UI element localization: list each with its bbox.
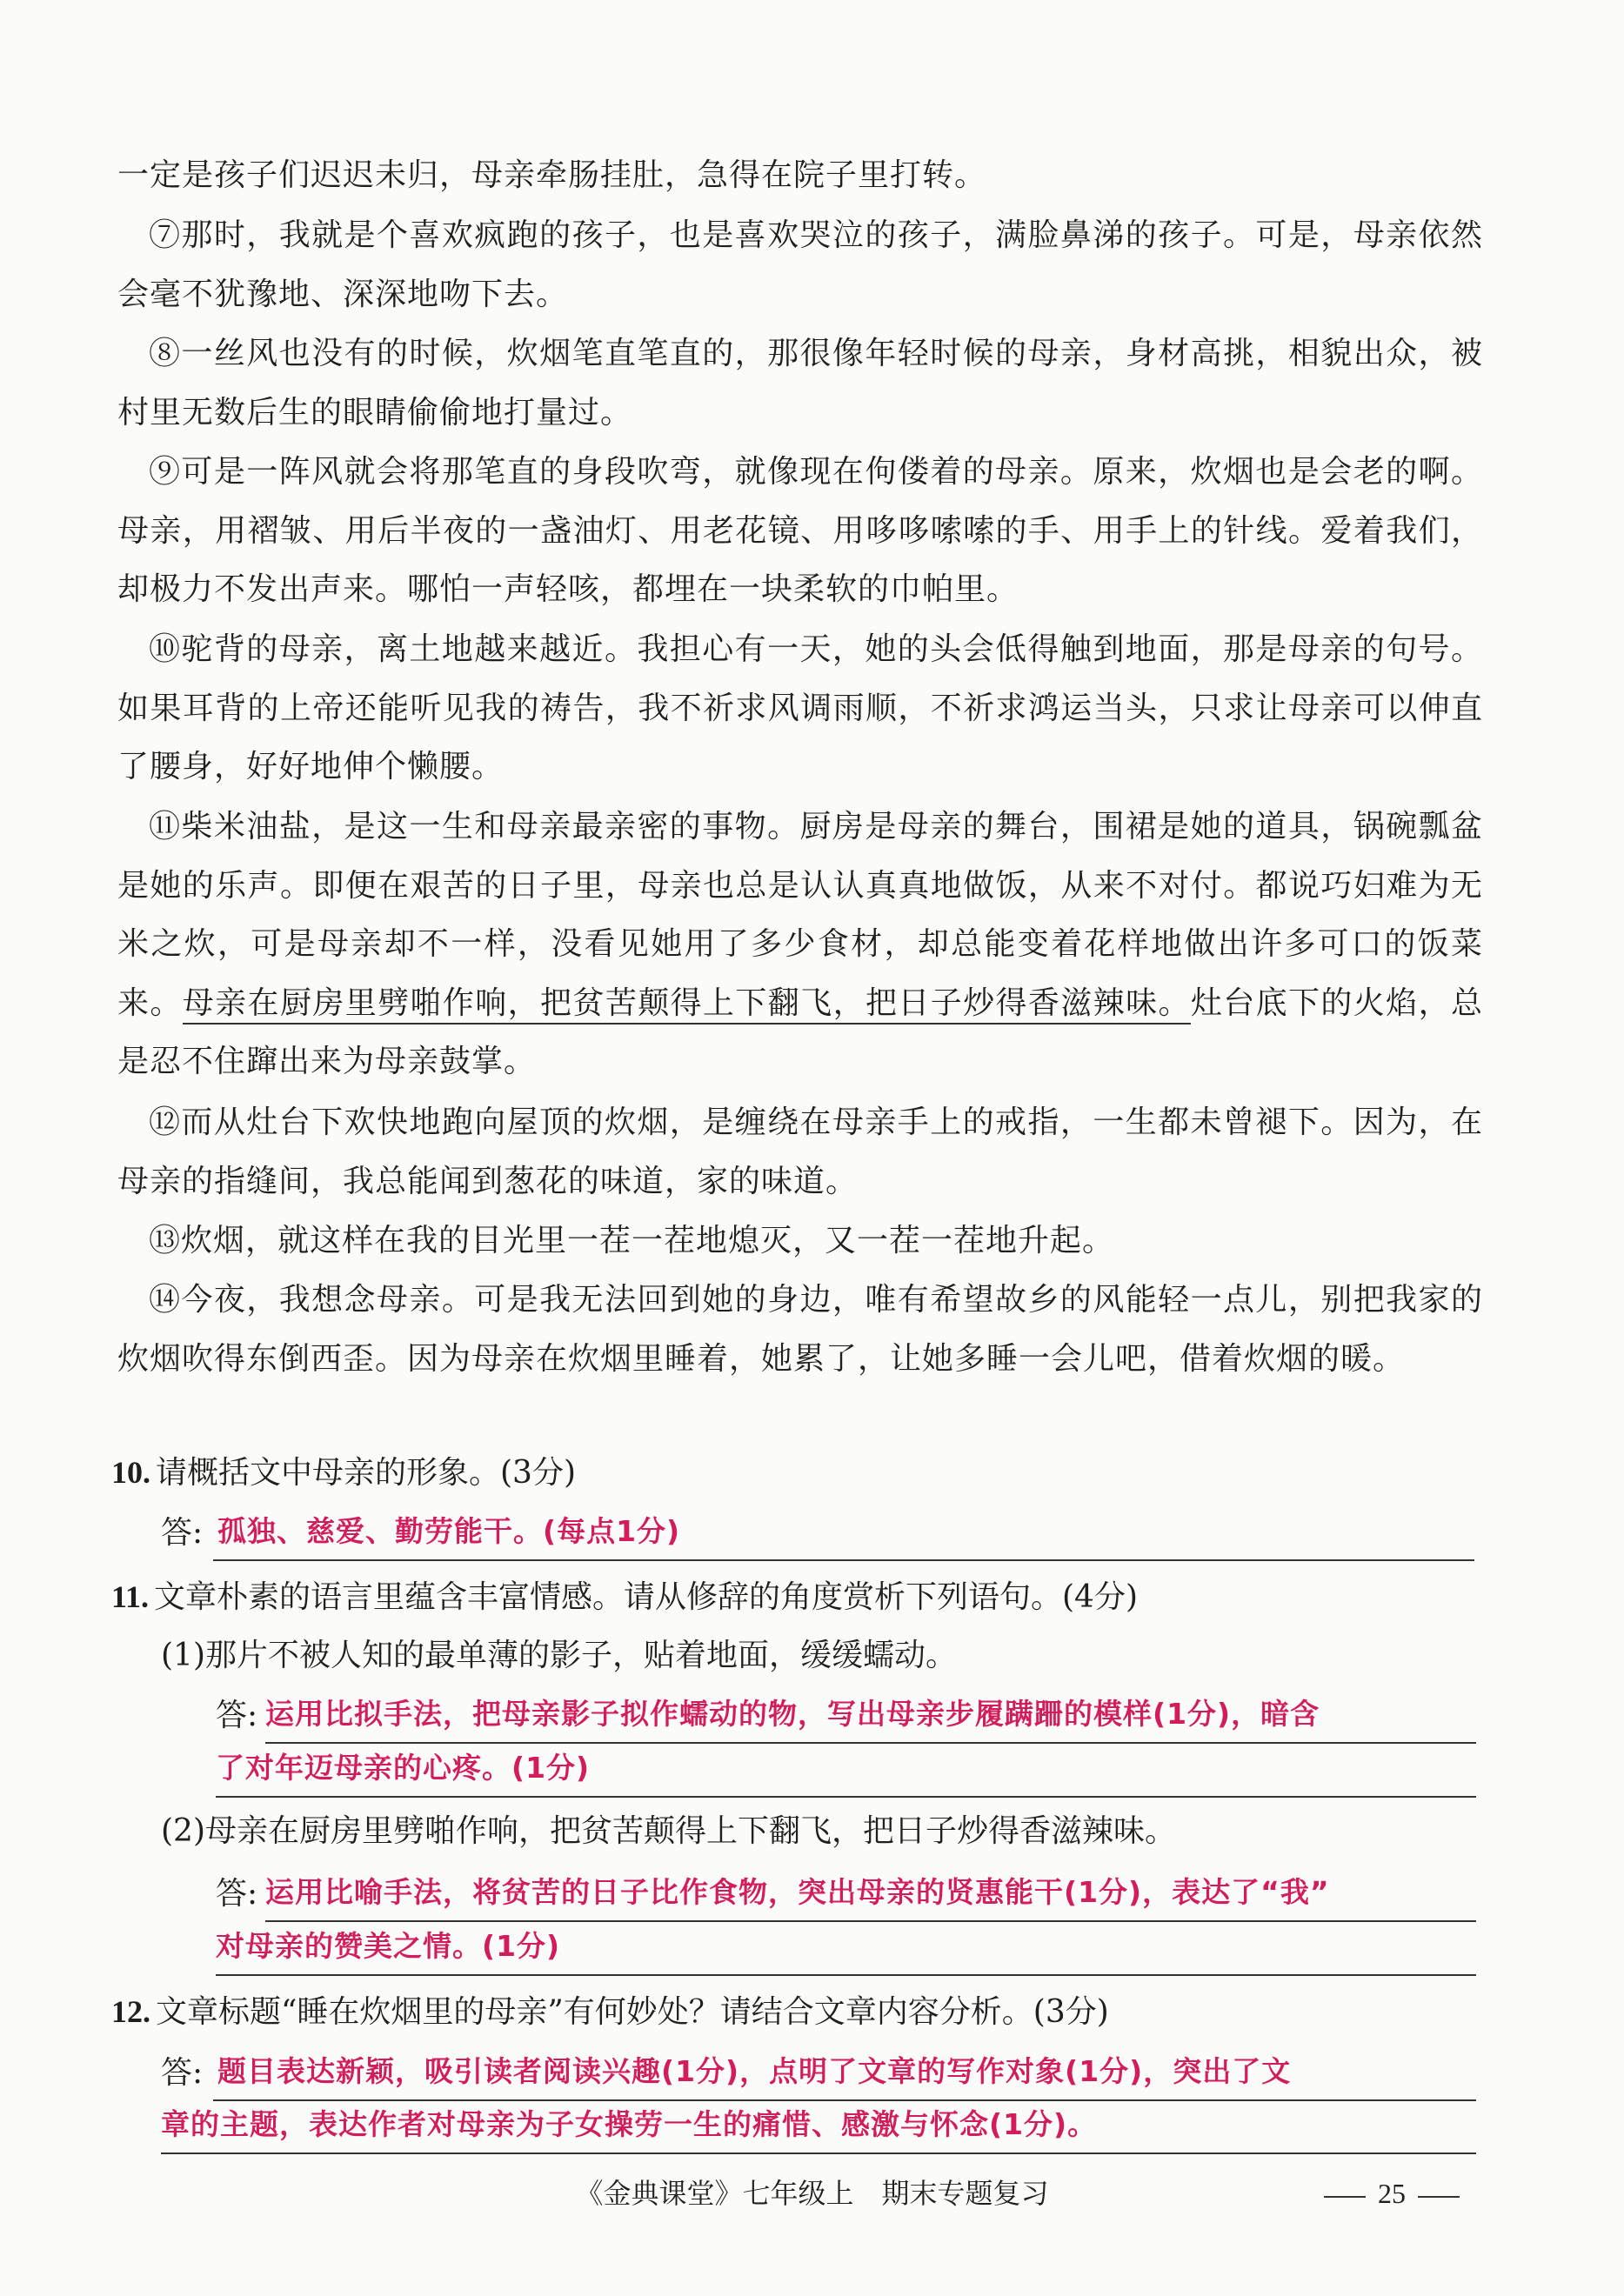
passage-paragraph-9: ⑨可是一阵风就会将那笔直的身段吹弯，就像现在佝偻着的母亲。原来，炊烟也是会老的啊。母亲，用褶皱、用后半夜的一盏油灯、用老花镜、用哆哆嗦嗦的手、用手上的针线。爱着我们，却极力不发出声来。哪怕一声轻咳，都埋在一块柔软的巾帕里。 <box>117 454 1483 607</box>
question-10-text: 请概括文中母亲的形象。(3分) <box>156 1455 576 1491</box>
passage-paragraph-11 <box>117 798 1483 1091</box>
question-12-number: 12. <box>111 1994 150 2029</box>
answer-11-1-label: 答: <box>216 1698 258 1733</box>
answer-10-text: 孤独、慈爱、勤劳能干。(每点1分) <box>217 1514 681 1548</box>
page-number-block <box>1305 2167 1479 2219</box>
question-11-sub-2: (2)母亲在厨房里劈啪作响，把贫苦颠得上下翻飞，把日子炒得香滋辣味。 <box>161 1813 1176 1849</box>
question-11-text: 文章朴素的语言里蕴含丰富情感。请从修辞的角度赏析下列语句。(4分) <box>154 1579 1139 1615</box>
answer-11-2-text-line-2: 对母亲的赞美之情。(1分) <box>216 1929 561 1963</box>
answer-12-label: 答: <box>161 2055 204 2091</box>
passage-paragraph-continued: 一定是孩子们迟迟未归，母亲牵肠挂肚，急得在院子里打转。 <box>117 157 987 193</box>
answer-10-label: 答: <box>161 1515 204 1551</box>
dash-left <box>1324 2196 1366 2198</box>
passage-paragraph-14: ⑭今夜，我想念母亲。可是我无法回到她的身边，唯有希望故乡的风能轻一点儿，别把我家的炊烟吹得东倒西歪。因为母亲在炊烟里睡着，她累了，让她多睡一会儿吧，借着炊烟的暖。 <box>117 1282 1483 1377</box>
passage-paragraph-12: ⑫而从灶台下欢快地跑向屋顶的炊烟，是缠绕在母亲手上的戒指，一生都未曾褪下。因为，在母亲的指缝间，我总能闻到葱花的味道，家的味道。 <box>117 1105 1483 1199</box>
page-footer <box>0 2167 1624 2219</box>
paragraph-11-tail: 灶台底下的火焰，总是忍不住蹿出来为母亲鼓掌。 <box>117 984 1483 1079</box>
passage-paragraph-8: ⑧一丝风也没有的时候，炊烟笔直笔直的，那很像年轻时候的母亲，身材高挑，相貌出众，被村里无数后生的眼睛偷偷地打量过。 <box>117 336 1483 430</box>
question-10-number: 10. <box>111 1455 150 1490</box>
underlined-sentence: 母亲在厨房里劈啪作响，把贫苦颠得上下翻飞，把日子炒得香滋辣味。 <box>183 985 1191 1025</box>
question-10 <box>111 1446 1503 1499</box>
answer-11-2-text-line-1: 运用比喻手法，将贫苦的日子比作食物，突出母亲的贤惠能干(1分)，表达了“我” <box>265 1875 1330 1909</box>
dash-right <box>1418 2196 1460 2198</box>
question-12 <box>111 1986 1503 2039</box>
answer-11-2-label: 答: <box>216 1876 258 1912</box>
answer-12-text-line-1: 题目表达新颖，吸引读者阅读兴趣(1分)，点明了文章的写作对象(1分)，突出了文 <box>217 2054 1292 2088</box>
paragraph-11-text: ⑪柴米油盐，是这一生和母亲最亲密的事物。厨房是母亲的舞台，围裙是她的道具，锅碗瓢盆是她的乐声。即便在艰苦的日子里，母亲也总是认认真真地做饭，从来不对付。都说巧妇难为无米之炊，可是母亲却不一样，没看见她用了多少食材，却总能变着花样地做出许多可口的饭菜来。 <box>117 809 1483 1021</box>
passage-paragraph-10: ⑩驼背的母亲，离土地越来越近。我担心有一天，她的头会低得触到地面，那是母亲的句号。如果耳背的上帝还能听见我的祷告，我不祈求风调雨顺，不祈求鸿运当头，只求让母亲可以伸直了腰身，好好地伸个懒腰。 <box>117 631 1483 784</box>
question-11-number: 11. <box>111 1579 150 1614</box>
answer-11-1-text-line-2: 了对年迈母亲的心疼。(1分) <box>216 1751 591 1785</box>
book-title: 《金典课堂》七年级上 期末专题复习 <box>575 2177 1049 2210</box>
question-11 <box>111 1571 1503 1624</box>
passage-paragraph-13: ⑬炊烟，就这样在我的目光里一茬一茬地熄灭，又一茬一茬地升起。 <box>149 1223 1115 1258</box>
question-12-text: 文章标题“睡在炊烟里的母亲”有何妙处？请结合文章内容分析。(3分) <box>156 1994 1109 2030</box>
passage-paragraph-7: ⑦那时，我就是个喜欢疯跑的孩子，也是喜欢哭泣的孩子，满脸鼻涕的孩子。可是，母亲依然会毫不犹豫地、深深地吻下去。 <box>117 217 1483 312</box>
answer-11-1-text-line-1: 运用比拟手法，把母亲影子拟作蠕动的物，写出母亲步履蹒跚的模样(1分)，暗含 <box>265 1697 1320 1731</box>
answer-12-text-line-2: 章的主题，表达作者对母亲为子女操劳一生的痛惜、感激与怀念(1分)。 <box>161 2107 1098 2141</box>
question-11-sub-1: (1)那片不被人知的最单薄的影子，贴着地面，缓缓蠕动。 <box>161 1638 957 1673</box>
page-number: 25 <box>1378 2178 1406 2209</box>
